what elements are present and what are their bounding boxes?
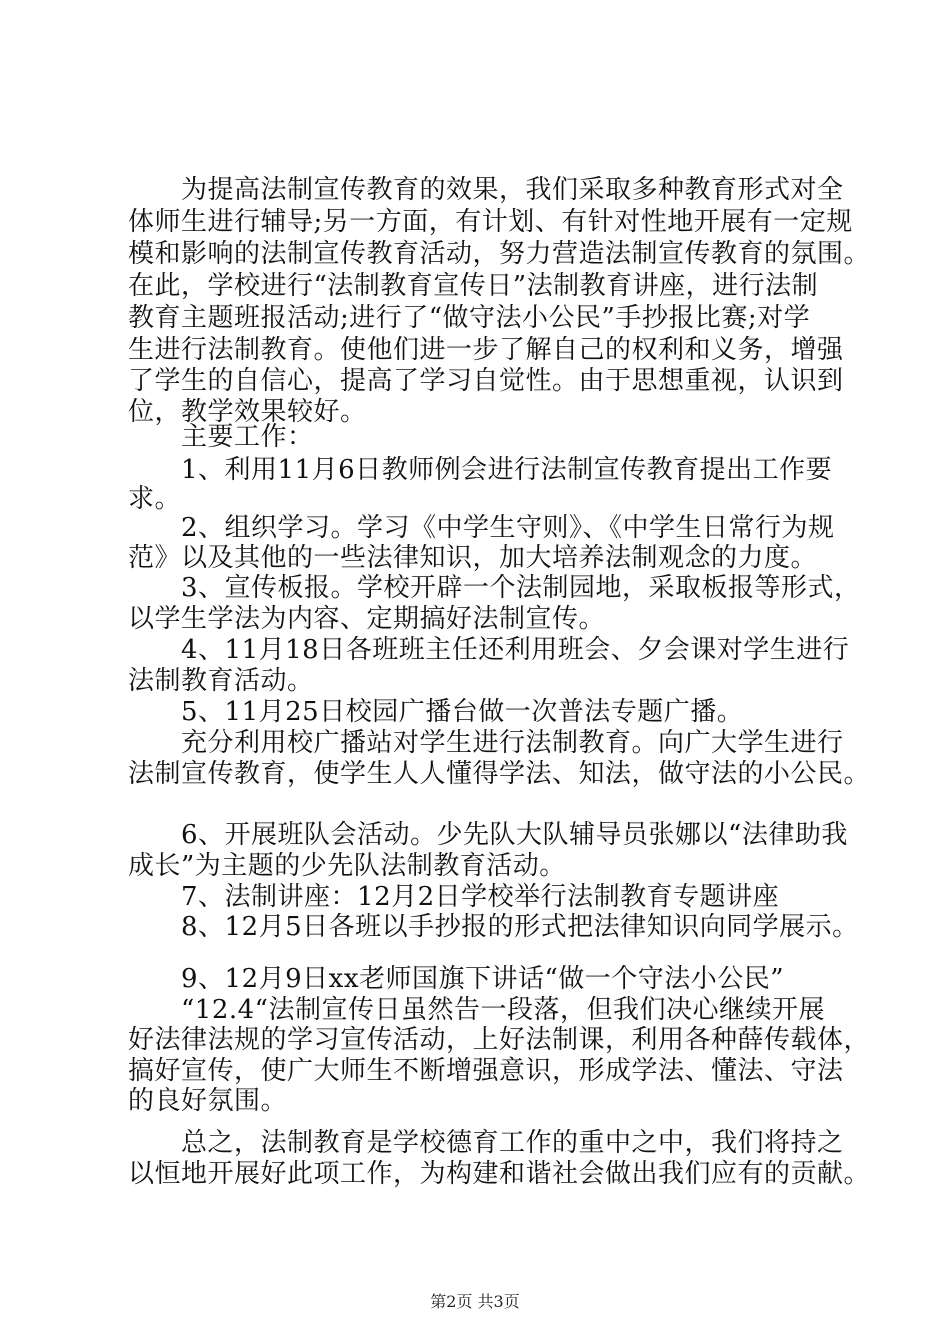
list-item-line: 范》以及其他的一些法律知识，加大培养法制观念的力度。 <box>128 543 818 573</box>
body-line: 法制宣传教育，使学生人人懂得学法、知法，做守法的小公民。 <box>128 759 871 789</box>
body-line: 模和影响的法制宣传教育活动，努力营造法制宣传教育的氛围。 <box>128 239 871 269</box>
list-item-line: 2、组织学习。学习《中学生守则》、《中学生日常行为规 <box>128 513 835 543</box>
body-line: 充分利用校广播站对学生进行法制教育。向广大学生进行 <box>128 728 844 758</box>
body-line: “12.4“法制宣传日虽然告一段落，但我们决心继续开展 <box>128 995 825 1025</box>
list-item-line: 5、11月25日校园广播台做一次普法专题广播。 <box>128 697 744 727</box>
body-line: 生进行法制教育。使他们进一步了解自己的权利和义务，增强 <box>128 335 844 365</box>
body-line: 搞好宣传，使广大师生不断增强意识，形成学法、懂法、守法 <box>128 1056 844 1086</box>
body-line: 体师生进行辅导;另一方面，有计划、有针对性地开展有一定规 <box>128 207 853 237</box>
list-item-line: 4、11月18日各班班主任还利用班会、夕会课对学生进行 <box>128 635 850 665</box>
list-item-line: 3、宣传板报。学校开辟一个法制园地，采取板报等形式， <box>128 573 861 603</box>
list-item-line: 法制教育活动。 <box>128 666 314 696</box>
body-line: 为提高法制宣传教育的效果，我们采取多种教育形式对全 <box>128 175 844 205</box>
list-item-line: 8、12月5日各班以手抄报的形式把法律知识向同学展示。 <box>128 912 859 942</box>
page-footer: 第2页 共3页 <box>430 1292 520 1311</box>
list-item-line: 6、开展班队会活动。少先队大队辅导员张娜以“法律助我 <box>128 820 848 850</box>
body-line: 以恒地开展好此项工作，为构建和谐社会做出我们应有的贡献。 <box>128 1159 871 1189</box>
list-item-line: 成长”为主题的少先队法制教育活动。 <box>128 851 566 881</box>
list-item-line: 1、利用11月6日教师例会进行法制宣传教育提出工作要 <box>128 455 833 485</box>
section-heading: 主要工作： <box>128 422 314 452</box>
list-item-line: 以学生学法为内容、定期搞好法制宣传。 <box>128 604 606 634</box>
body-line: 总之，法制教育是学校德育工作的重中之中，我们将持之 <box>128 1128 844 1158</box>
body-line: 在此，学校进行“法制教育宣传日”法制教育讲座，进行法制 <box>128 271 819 301</box>
body-line: 的良好氛围。 <box>128 1086 288 1116</box>
list-item-line: 求。 <box>128 484 182 514</box>
body-line: 位，教学效果较好。 <box>128 397 367 427</box>
list-item-line: 7、法制讲座：12月2日学校举行法制教育专题讲座 <box>128 882 780 912</box>
body-line: 好法律法规的学习宣传活动，上好法制课，利用各种薛传载体， <box>128 1025 871 1055</box>
list-item-line: 9、12月9日xx老师国旗下讲话“做一个守法小公民” <box>128 964 785 994</box>
body-line: 了学生的自信心，提高了学习自觉性。由于思想重视，认识到 <box>128 366 844 396</box>
body-line: 教育主题班报活动;进行了“做守法小公民”手抄报比赛;对学 <box>128 303 811 333</box>
